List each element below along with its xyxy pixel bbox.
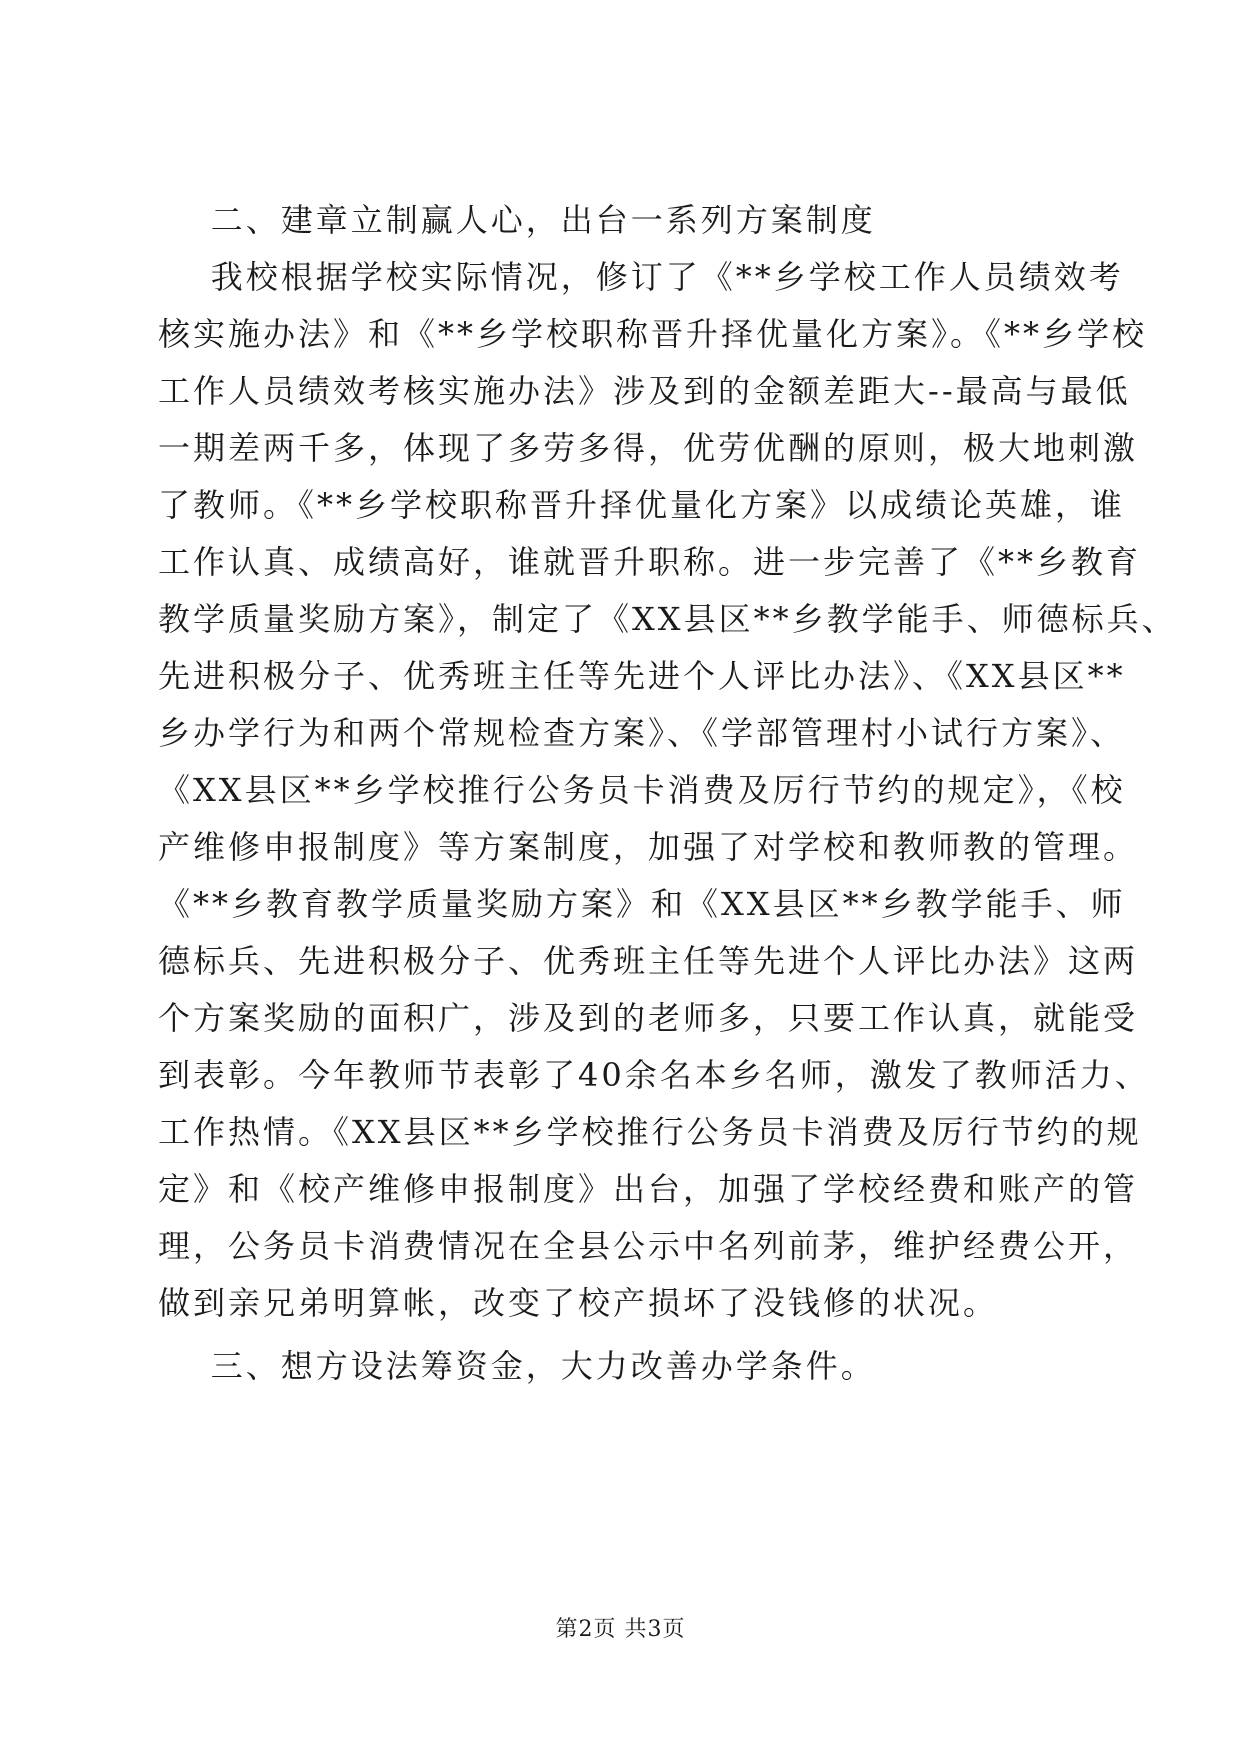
paragraph-line: 工作认真、成绩高好，谁就晋升职称。进一步完善了《**乡教育 [158, 543, 1142, 581]
paragraph-line: 产维修申报制度》等方案制度，加强了对学校和教师教的管理。 [158, 828, 1139, 866]
paragraph-line: 工作人员绩效考核实施办法》涉及到的金额差距大--最高与最低 [158, 372, 1131, 410]
paragraph-line: 个方案奖励的面积广，涉及到的老师多，只要工作认真，就能受 [158, 999, 1139, 1037]
paragraph-line: 乡办学行为和两个常规检查方案》、《学部管理村小试行方案》、 [158, 714, 1126, 752]
page-number-footer: 第2页 共3页 [555, 1617, 686, 1642]
paragraph-line: 定》和《校产维修申报制度》出台，加强了学校经费和账产的管 [158, 1170, 1139, 1208]
section-heading-2: 二、建章立制赢人心，出台一系列方案制度 [158, 201, 876, 239]
paragraph-line: 德标兵、先进积极分子、优秀班主任等先进个人评比办法》这两 [158, 942, 1139, 980]
paragraph-line: 教学质量奖励方案》，制定了《XX县区**乡教学能手、师德标兵、 [158, 600, 1177, 638]
paragraph-line: 到表彰。今年教师节表彰了40余名本乡名师，激发了教师活力、 [158, 1056, 1150, 1094]
paragraph-line: 先进积极分子、优秀班主任等先进个人评比办法》、《XX县区** [158, 657, 1126, 695]
paragraph-line: 做到亲兄弟明算帐，改变了校产损坏了没钱修的状况。 [158, 1284, 999, 1322]
paragraph-line: 《**乡教育教学质量奖励方案》和《XX县区**乡教学能手、师 [158, 885, 1126, 923]
paragraph-line: 核实施办法》和《**乡学校职称晋升择优量化方案》。《**乡学校 [158, 315, 1148, 353]
paragraph-line: 一期差两千多，体现了多劳多得，优劳优酬的原则，极大地刺激 [158, 429, 1139, 467]
paragraph-line: 工作热情。《XX县区**乡学校推行公务员卡消费及厉行节约的规 [158, 1113, 1142, 1151]
paragraph-line: 理，公务员卡消费情况在全县公示中名列前茅，维护经费公开， [158, 1227, 1139, 1265]
section-heading-3: 三、想方设法筹资金，大力改善办学条件。 [158, 1347, 876, 1385]
paragraph-line: 《XX县区**乡学校推行公务员卡消费及厉行节约的规定》，《校 [158, 771, 1126, 809]
paragraph-line: 我校根据学校实际情况，修订了《**乡学校工作人员绩效考 [158, 258, 1124, 296]
paragraph-line: 了教师。《**乡学校职称晋升择优量化方案》以成绩论英雄，谁 [158, 486, 1126, 524]
